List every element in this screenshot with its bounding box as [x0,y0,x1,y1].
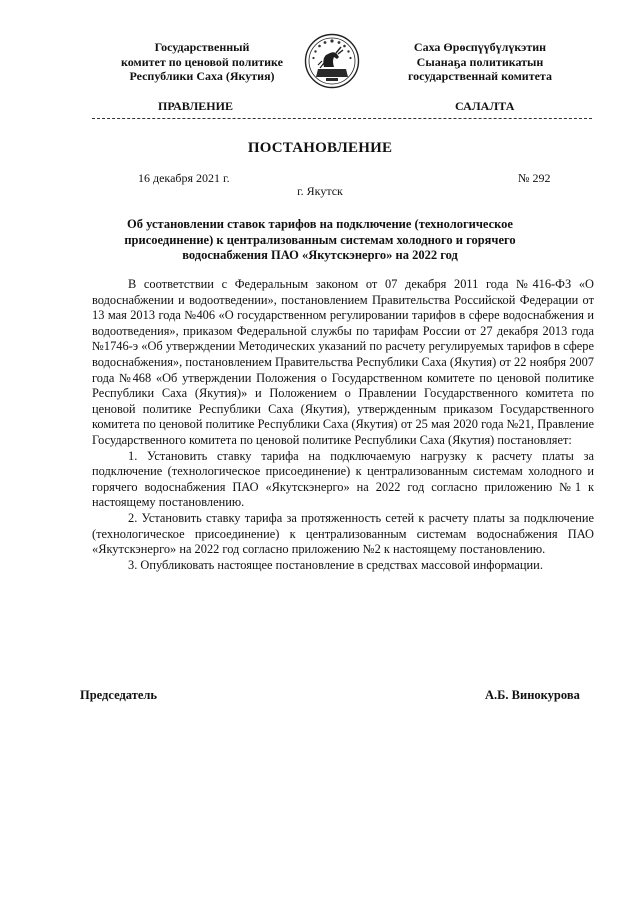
document-number: № 292 [518,171,551,185]
issuer-name-sah [395,40,565,84]
document-date: 16 декабря 2021 г. [138,171,230,185]
issuer-line: Республики Саха (Якутия) [129,69,275,83]
document-body [92,277,594,573]
issuer-line: Саха Өрөспүүбүлүкэтин [413,40,547,54]
board-label-ru: ПРАВЛЕНИЕ [158,99,233,113]
header-divider [92,118,592,119]
resolution-item: 1. Установить ставку тарифа на подключаемую нагрузку к расчету платы за подключение (технологическое присоединение) к централизованным системам холодного и горячего водоснабжения ПАО «Якутскэнерго» на 2022 год согласно приложению №1 к настоящему постановлению. [92,448,594,510]
document-subject: Об установлении ставок тарифов на подключение (технологическое присоединение) к централизованным системам холодного и горячего водоснабжения ПАО «Якутскэнерго» на 2022 год [124,217,516,262]
signatory-position: Председатель [80,688,158,702]
sakha-coat-of-arms-icon [304,33,360,89]
issuer-name-ru [92,40,312,84]
document-city: г. Якутск [297,184,343,198]
board-label-sah: САЛАЛТА [455,99,515,113]
issuer-line: государственнай комитета [408,69,552,83]
issuer-line: комитет по ценовой политике [121,54,283,69]
resolution-item: 2. Установить ставку тарифа за протяженность сетей к расчету платы за подключение (технологическое присоединение) к централизованным системам водоснабжения ПАО «Якутскэнерго» на 2022 год согласно приложению №2 к настоящему постановлению. [92,510,594,557]
resolution-item: 3. Опубликовать настоящее постановление в средствах массовой информации. [128,557,543,572]
signatory-name: А.Б. Винокурова [485,688,580,702]
issuer-line: Государственный [154,40,250,54]
issuer-line: Сыанаҕа политикатын [416,54,544,69]
document-type: ПОСТАНОВЛЕНИЕ [247,140,393,156]
preamble-paragraph: В соответствии с Федеральным законом от 07 декабря 2011 года №416-ФЗ «О водоснабжении и водоотведении», постановлением Правительства Российской Федерации от 13 мая 2013 года №406 «О государственном регулировании тарифов в сфере водоснабжения и водоотведения», приказом Федеральной службы по тарифам России от 27 декабря 2013 года №1746-э «Об утверждении Методических указаний по расчету регулируемых тарифов в сфере водоснабжения», постановлением Правительства Республики Саха (Якутия) от 22 ноября 2007 года №468 «Об утверждении Положения о Государственном комитете по ценовой политике Республики Саха (Якутия)» и Положением о Правлении Государственного комитета по ценовой политике Республики Саха (Якутия), утвержденным приказом Государственного комитета по ценовой политике Республики Саха (Якутия) от 25 мая 2020 года №21, Правление Государственного комитета по ценовой политике Республики Саха (Якутия) постановляет: [92,277,594,447]
